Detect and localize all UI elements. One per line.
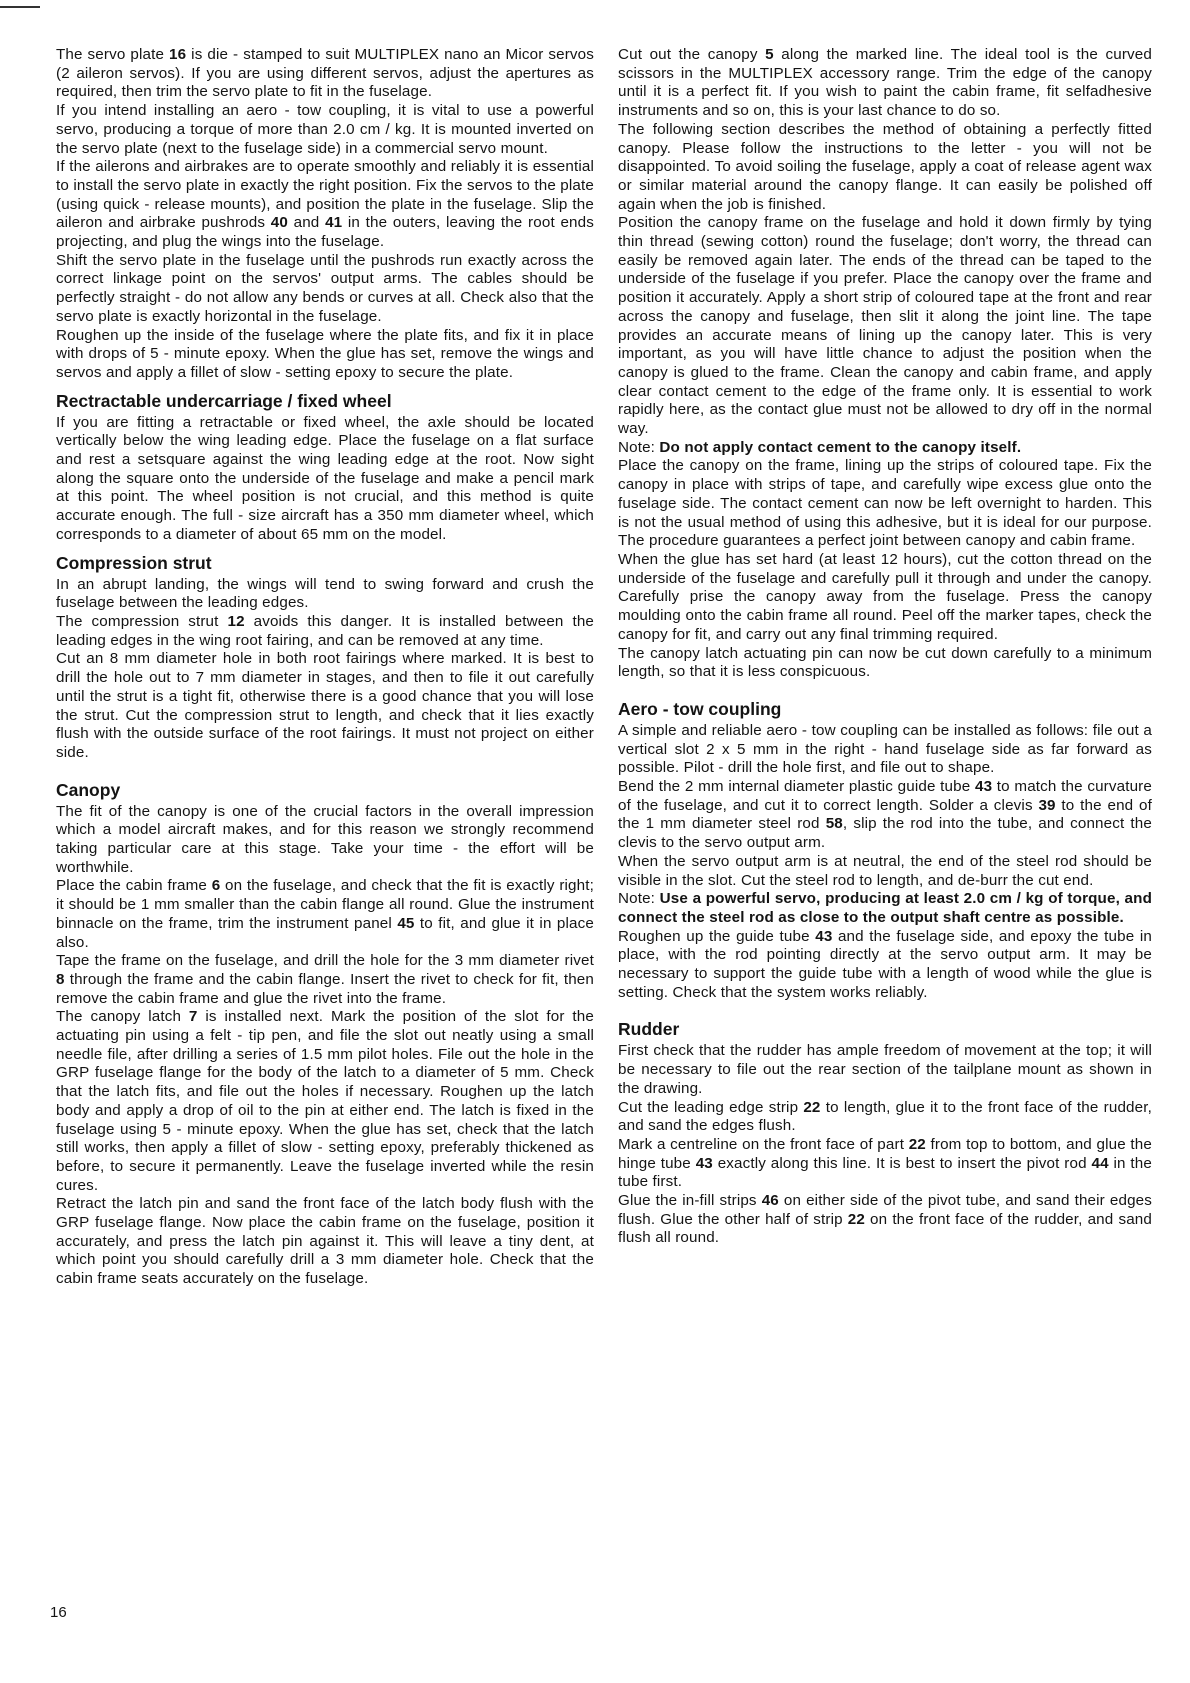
paragraph (618, 1136, 1152, 1192)
text-run: in the tube first. (618, 1154, 1152, 1191)
text-run: on the front face of the rudder, and sand flush all round. (618, 1210, 1152, 1247)
text-run: and (287, 214, 326, 232)
bold-reference: 16 (169, 46, 187, 63)
undercarriage-section (56, 414, 594, 545)
paragraph (618, 439, 1152, 458)
bold-reference: 41 (325, 214, 343, 232)
bold-reference: 44 (1091, 1154, 1109, 1172)
text-run: A simple and reliable aero - tow coupling can be installed as follows: file out a vertical slot 2 x 5 mm in the right - hand fuselage side as far forward as possible. Pilot - drill the hole first, and file out to shape. (618, 721, 1152, 777)
text-run: Position the canopy frame on the fuselage and hold it down firmly by tying thin thread (sewing cotton) round the fuselage; don't worry, the thread can easily be removed again later. The ends of the thread can be taped to the underside of the fuselage if you prefer. Place the canopy over the frame and position it accurately. Apply a short strip of coloured tape at the front and rear across the canopy and fuselage, then slit it along the joint line. The tape provides an accurate means of lining up the canopy later. This is very important, as you will have little chance to adjust the position when the canopy is glued to the frame. Clean the canopy and cabin frame, and apply clear contact cement to the edge of the frame only. It is essential to work rapidly here, as the contact glue must not be allowed to dry off in the normal way. (618, 214, 1152, 438)
text-run: exactly along this line. It is best to insert the pivot rod (712, 1154, 1092, 1172)
text-run: If you are fitting a retractable or fixed wheel, the axle should be located vertically below the wing leading edge. Place the fuselage on a flat surface and rest a setsquare against the wing leading edge at the root. Now sight along the square onto the underside of the fuselage and make a pencil mark at this point. The wheel position is not crucial, and this method is quite accurate enough. The full - size aircraft has a 350 mm diameter wheel, which corresponds to a diameter of about 65 mm on the model. (56, 413, 594, 543)
paragraph (56, 803, 594, 878)
paragraph (618, 1099, 1152, 1136)
paragraph (618, 890, 1152, 927)
text-run: The canopy latch (56, 1008, 189, 1026)
text-run: on the fuselage, and check that the fit is exactly right; it should be 1 mm smaller than the cabin flange all round. Glue the instrument binnacle on the frame, trim the instrument panel (56, 877, 594, 932)
right-column (618, 46, 1152, 1248)
text-run: Tape the frame on the fuselage, and drill the hole for the 3 mm diameter rivet (56, 952, 594, 970)
text-run: Note: (618, 438, 656, 456)
bold-reference: 43 (695, 1154, 713, 1172)
text-run: When the servo output arm is at neutral, the end of the steel rod should be visible in the slot. Cut the steel rod to length, and de-burr the cut end. (618, 852, 1152, 889)
bold-reference: 12 (227, 612, 245, 630)
text-run: The servo plate (56, 46, 170, 63)
text-run: First check that the rudder has ample freedom of movement at the top; it will be necessary to file out the rear section of the tailplane mount as shown in the drawing. (618, 1042, 1152, 1097)
text-run: Place the cabin frame (56, 877, 212, 895)
paragraph (618, 121, 1152, 215)
bold-reference: Use a powerful servo, producing at least 2.0 cm / kg of torque, and connect the steel rod as close to the output shaft centre as possible. (618, 890, 1152, 926)
text-run: The following section describes the method of obtaining a perfectly fitted canopy. Please follow the instructions to the letter - you will not be disappointed. To avoid soiling the fuselage, apply a coat of release agent wax or similar material around the canopy flange. It can easily be polished off again when the job is finished. (618, 120, 1152, 213)
text-run: through the frame and the cabin flange. Insert the rivet to check for fit, then remove the cabin frame and glue the rivet into the frame. (56, 970, 594, 1007)
paragraph (56, 46, 594, 102)
text-run: Roughen up the inside of the fuselage where the plate fits, and fix it in place with drops of 5 - minute epoxy. When the glue has set, remove the wings and servos and apply a fillet of slow - setting epoxy to secure the plate. (56, 326, 594, 381)
text-run: Cut an 8 mm diameter hole in both root fairings where marked. It is best to drill the hole out to 7 mm diameter in stages, and then to file it out carefully until the strut is a tight fit, otherwise there is a good chance that you will lose the strut. Cut the compression strut to length, and check that it lies exactly flush with the outside surface of the root fairings. It must not project on either side. (56, 650, 594, 761)
text-run: from top to bottom, and glue the hinge tube (618, 1135, 1152, 1172)
paragraph (56, 877, 594, 952)
paragraph (56, 102, 594, 158)
text-run: Retract the latch pin and sand the front face of the latch body flush with the GRP fuselage flange. Now place the cabin frame on the fuselage, position it accurately, and press the latch pin against it. This will leave a tiny dent, at which point you should carefully drill a 3 mm diameter hole. Check that the cabin frame seats accurately on the fuselage. (56, 1195, 594, 1288)
paragraph (618, 1042, 1152, 1098)
paragraph (56, 1195, 594, 1289)
paragraph (56, 1008, 594, 1195)
text-run: in the outers, leaving the root ends projecting, and plug the wings into the fuselage. (56, 214, 594, 251)
text-run: Cut the leading edge strip (618, 1098, 804, 1116)
page-number: 16 (50, 1604, 67, 1621)
paragraph (56, 952, 594, 1008)
bold-reference: 22 (803, 1098, 821, 1116)
text-run: Place the canopy on the frame, lining up the strips of coloured tape. Fix the canopy in place with strips of tape, and carefully wipe excess glue onto the fuselage side. The contact cement can now be left overnight to harden. This is not the usual method of using this adhesive, but it is ideal for our purpose. The procedure guarantees a perfect joint between canopy and cabin frame. (618, 457, 1152, 550)
paragraph (618, 778, 1152, 853)
text-run: to the end of the 1 mm diameter steel rod (618, 796, 1153, 833)
paragraph (56, 650, 594, 762)
servo-plate-section (56, 46, 594, 383)
bold-reference: 40 (270, 214, 288, 232)
text-run: Cut out the canopy (618, 46, 766, 63)
canopy-section (56, 803, 594, 1289)
text-run: and the fuselage side, and epoxy the tube in place, with the rod pointing directly at the servo output arm. It may be necessary to support the guide tube with a length of wood while the glue is setting. Check that the system works reliably. (618, 927, 1152, 1001)
paragraph (618, 551, 1152, 645)
text-run: along the marked line. The ideal tool is the curved scissors in the MULTIPLEX accessory range. Trim the edge of the canopy until it is a perfect fit. If you wish to paint the cabin frame, fit selfadhesive instruments and so on, this is your last chance to do so. (618, 46, 1152, 120)
compression-strut-heading: Compression strut (56, 552, 212, 573)
text-run: to length, glue it to the front face of the rudder, and sand the edges flush. (618, 1098, 1152, 1135)
text-run: Note: (618, 890, 656, 908)
text-run: If you intend installing an aero - tow coupling, it is vital to use a powerful servo, producing a torque of more than 2.0 cm / kg. It is mounted inverted on the servo plate (next to the fuselage side) in a commercial servo mount. (56, 102, 594, 157)
canopy-continued-section (618, 46, 1152, 682)
paragraph (56, 158, 594, 252)
paragraph (618, 722, 1152, 778)
bold-reference: 6 (211, 877, 221, 895)
text-run: If the ailerons and airbrakes are to operate smoothly and reliably it is essential to install the servo plate in exactly the right position. Fix the servos to the plate (using quick - release mounts), and position the plate in the fuselage. Slip the aileron and airbrake pushrods (56, 158, 594, 232)
paragraph (56, 414, 594, 545)
paragraph (618, 1192, 1152, 1248)
text-run: The canopy latch actuating pin can now be cut down carefully to a minimum length, so that it is less conspicuous. (618, 644, 1152, 681)
bold-reference: 58 (825, 815, 843, 833)
bold-reference: 7 (188, 1008, 198, 1026)
text-run: to match the curvature of the fuselage, and cut it to correct length. Solder a clevis (618, 778, 1152, 814)
paragraph (56, 252, 594, 327)
paragraph (618, 214, 1152, 438)
text-run: Mark a centreline on the front face of part (618, 1135, 909, 1153)
bold-reference: 22 (908, 1135, 926, 1153)
paragraph (56, 613, 594, 650)
rudder-section (618, 1042, 1152, 1248)
canopy-heading: Canopy (56, 779, 121, 800)
text-run: to fit, and glue it in place also. (56, 914, 594, 951)
bold-reference: 8 (56, 970, 65, 988)
bold-reference: 22 (847, 1210, 865, 1228)
left-column (56, 46, 594, 1289)
paragraph (618, 46, 1152, 121)
bold-reference: 45 (397, 914, 415, 932)
paragraph (618, 457, 1152, 551)
compression-strut-section (56, 576, 594, 763)
aero-tow-heading: Aero - tow coupling (618, 698, 782, 719)
text-run: Roughen up the guide tube (618, 927, 816, 945)
paragraph (56, 327, 594, 383)
text-run: Shift the servo plate in the fuselage until the pushrods run exactly across the correct linkage point on the servos' output arms. The cables should be perfectly straight - do not allow any bends or curves at all. Check also that the servo plate is exactly horizontal in the fuselage. (56, 251, 594, 325)
text-run: , slip the rod into the tube, and connect the clevis to the servo output arm. (618, 815, 1152, 852)
text-run: In an abrupt landing, the wings will tend to swing forward and crush the fuselage between the leading edges. (56, 575, 594, 612)
text-run: Glue the in-fill strips (618, 1192, 762, 1210)
text-run: avoids this danger. It is installed between the leading edges in the wing root fairing, and can be removed at any time. (56, 612, 595, 649)
aero-tow-section (618, 722, 1152, 1003)
text-run: The fit of the canopy is one of the crucial factors in the overall impression which a model aircraft makes, and for this reason we strongly recommend taking particular care at this stage. Take your time - the effort will be worthwhile. (56, 802, 594, 876)
bold-reference: 5 (765, 46, 774, 63)
top-rule (0, 6, 40, 8)
rudder-heading: Rudder (618, 1019, 680, 1040)
text-run: The compression strut (56, 612, 228, 630)
text-run: is installed next. Mark the position of the slot for the actuating pin using a felt - tip pen, and file the slot out neatly using a small needle file, after drilling a series of 1.5 mm pilot holes. File out the hole in the GRP fuselage flange for the body of the latch to a diameter of 5 mm. Check that the latch fits, and file out the holes if necessary. Roughen up the latch body and apply a drop of oil to the pin at either end. The latch is fixed in the fuselage using 5 - minute epoxy. When the glue has set, check that the latch still works, then apply a fillet of slow - setting epoxy, preferably thickened as before, to secure it permanently. Leave the fuselage inverted while the resin cures. (56, 1008, 594, 1194)
text-run: Bend the 2 mm internal diameter plastic guide tube (618, 778, 975, 796)
undercarriage-heading: Rectractable undercarriage / fixed wheel (56, 390, 392, 411)
bold-reference: 46 (761, 1192, 779, 1210)
paragraph (618, 928, 1152, 1003)
bold-reference: 43 (974, 778, 993, 796)
bold-reference: 39 (1038, 796, 1056, 814)
text-run: on either side of the pivot tube, and sand their edges flush. Glue the other half of strip (618, 1192, 1153, 1228)
paragraph (56, 576, 594, 613)
bold-reference: Do not apply contact cement to the canopy itself. (655, 438, 1022, 456)
bold-reference: 43 (815, 927, 833, 945)
paragraph (618, 853, 1152, 890)
paragraph (618, 645, 1152, 682)
text-run: is die - stamped to suit MULTIPLEX nano an Micor servos (2 aileron servos). If you are using different servos, adjust the apertures as required, then trim the servo plate to fit in the fuselage. (56, 46, 594, 101)
text-run: When the glue has set hard (at least 12 hours), cut the cotton thread on the underside of the fuselage and carefully pull it through and under the canopy. Carefully prise the canopy away from the fuselage. Press the canopy moulding onto the cabin frame all round. Peel off the marker tapes, check the canopy for fit, and carry out any final trimming required. (618, 550, 1152, 643)
